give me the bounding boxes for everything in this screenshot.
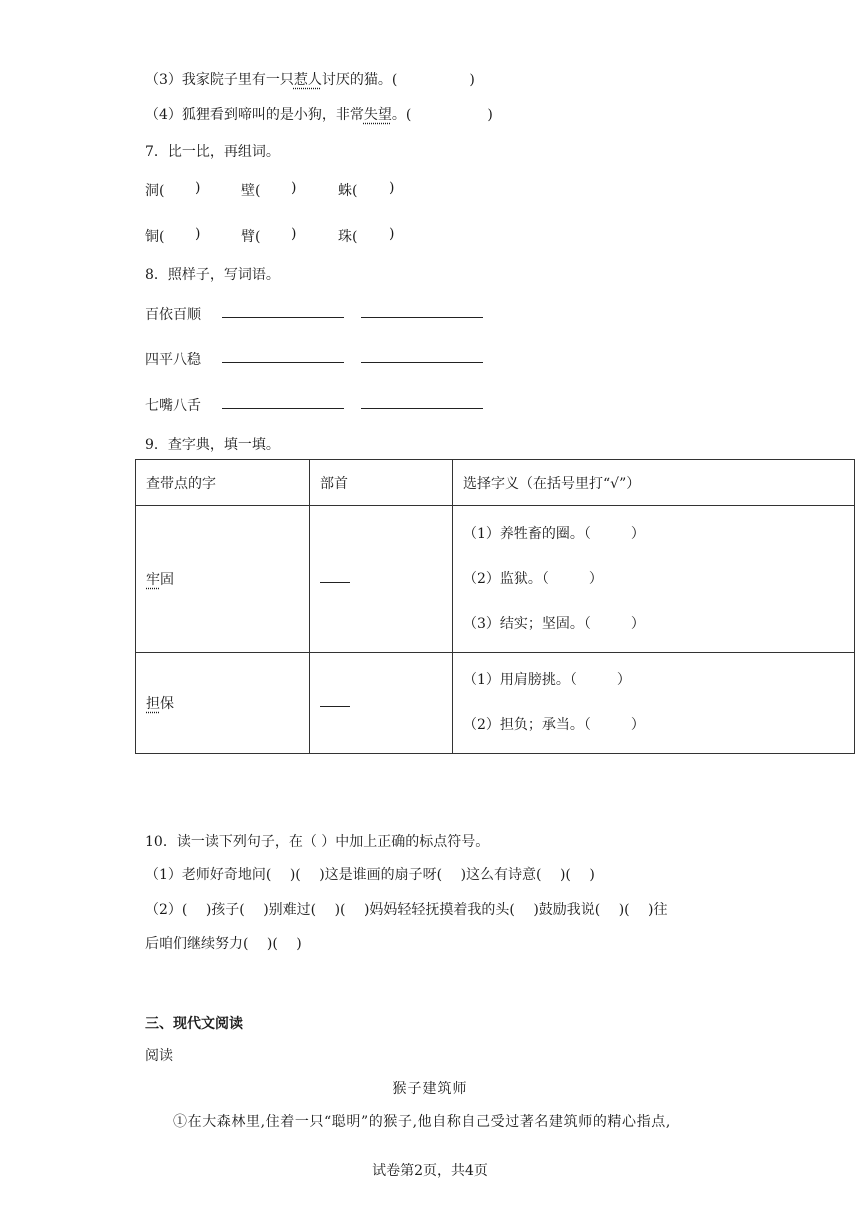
radical-blank[interactable] <box>320 572 350 583</box>
example-word: 七嘴八舌 <box>145 398 201 414</box>
radical-cell <box>310 506 453 653</box>
write-blank[interactable] <box>222 349 344 363</box>
q10-sentence-2-cont: 后咱们继续努力( )( ) <box>145 936 302 952</box>
header-cell: 选择字义（在括号里打“√”） <box>453 460 855 506</box>
radical-cell <box>310 653 453 754</box>
example-word: 四平八稳 <box>145 352 201 368</box>
write-blank[interactable] <box>361 395 483 409</box>
q8-row <box>0 349 860 369</box>
meaning-cell <box>453 506 855 653</box>
answer-blank[interactable] <box>360 226 388 244</box>
meaning-option: （2）监狱。（ ） <box>463 570 603 587</box>
page-footer: 试卷第2页，共4页 <box>372 1163 488 1179</box>
meaning-option: （1）养牲畜的圈。（ ） <box>463 525 645 542</box>
table-row <box>136 653 855 754</box>
table-header-row <box>136 460 855 506</box>
q7-title: 7．比一比，再组词。 <box>145 144 280 160</box>
dotted-word: 失望 <box>363 107 392 123</box>
q8-row <box>0 304 860 324</box>
q9-title: 9．查字典，填一填。 <box>145 437 280 453</box>
table-row <box>136 506 855 653</box>
dotted-char: 担 <box>146 696 160 712</box>
answer-blank[interactable] <box>263 226 289 244</box>
meaning-option: （1）用肩膀挑。（ ） <box>463 672 631 688</box>
article-title: 猴子建筑师 <box>392 1081 468 1097</box>
dotted-word: 惹人 <box>293 72 322 88</box>
dictionary-table <box>135 459 855 754</box>
write-blank[interactable] <box>361 349 483 363</box>
radical-blank[interactable] <box>320 696 350 707</box>
word-cell: 担保 <box>136 653 310 754</box>
q10-sentence-2: （2）( )孩子( )别难过( )( )妈妈轻轻抚摸着我的头( )鼓励我说( )( )往 <box>145 902 668 918</box>
header-cell: 部首 <box>310 460 453 506</box>
section-heading: 三、现代文阅读 <box>145 1016 243 1032</box>
article-paragraph: ①在大森林里,住着一只“聪明”的猴子,他自称自己受过著名建筑师的精心指点, <box>173 1114 671 1130</box>
answer-blank[interactable] <box>360 180 388 198</box>
q10-sentence-1: （1）老师好奇地问( )( )这是谁画的扇子呀( )这么有诗意( )( ) <box>145 867 595 883</box>
q8-row <box>0 395 860 415</box>
write-blank[interactable] <box>222 304 344 318</box>
q6-item-3: （3）我家院子里有一只惹人讨厌的猫。( ) <box>145 72 475 88</box>
q8-title: 8．照样子，写词语。 <box>145 267 280 283</box>
q6-item-4: （4）狐狸看到啼叫的是小狗，非常失望。( ) <box>145 107 493 123</box>
word-cell: 牢固 <box>136 506 310 653</box>
write-blank[interactable] <box>222 395 344 409</box>
meaning-cell <box>453 653 855 754</box>
meaning-option: （2）担负；承当。（ ） <box>463 717 645 733</box>
meaning-option: （3）结实；坚固。（ ） <box>463 615 645 632</box>
answer-blank[interactable] <box>263 180 289 198</box>
write-blank[interactable] <box>361 304 483 318</box>
dotted-char: 牢 <box>146 572 160 588</box>
answer-blank[interactable] <box>166 226 194 244</box>
header-cell: 查带点的字 <box>136 460 310 506</box>
q10-title: 10．读一读下列句子，在（ ）中加上正确的标点符号。 <box>145 834 490 850</box>
answer-blank[interactable] <box>166 180 194 198</box>
section-subheading: 阅读 <box>145 1048 173 1064</box>
example-word: 百依百顺 <box>145 307 201 323</box>
